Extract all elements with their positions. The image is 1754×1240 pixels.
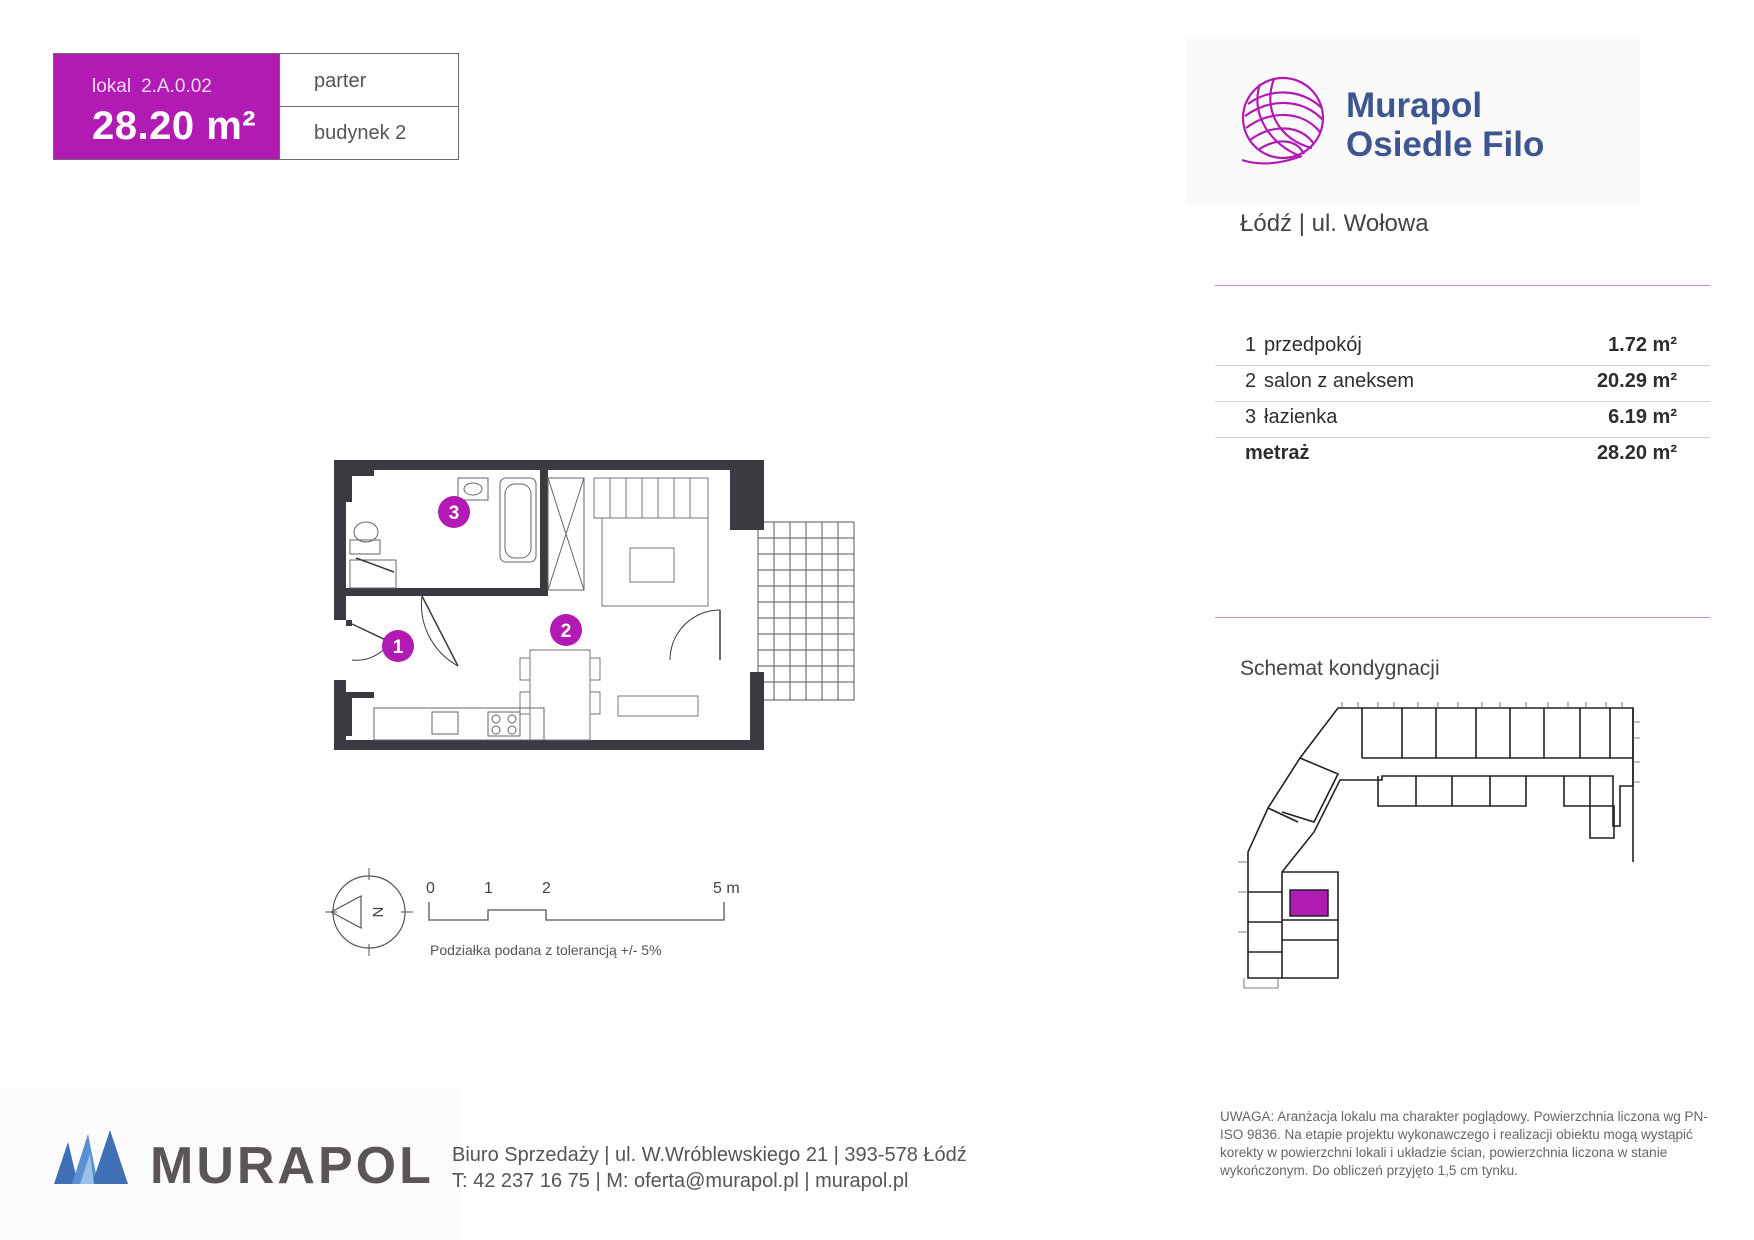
office-address: Biuro Sprzedaży | ul. W.Wróblewskiego 21 | 393-578 Łódź	[452, 1144, 967, 1166]
unit-code-label: lokal	[92, 76, 132, 97]
bathroom-fixtures	[350, 478, 536, 588]
schemat-title: Schemat kondygnacji	[1240, 657, 1440, 680]
brand-title	[1346, 86, 1544, 164]
outer-walls	[334, 460, 764, 750]
room-row	[1215, 399, 1710, 435]
room-badge-label: 3	[448, 503, 460, 524]
unit-area: 28.20 m²	[92, 104, 257, 148]
murapol-logo-icon	[54, 1130, 128, 1184]
disclaimer-note: UWAGA: Aranżacja lokalu ma charakter poglądowy. Powierzchnia liczona wg PN-ISO 9836. Na etapie projektu wykonawczego i realizacji obiektu mogą wystąpić korekty w powierzchni lokali i układzie ścian, powierzchnia liczona w stanie wykończonym. Do obliczeń przyjęto 1,5 cm tynku.	[1220, 1109, 1708, 1178]
divider	[1215, 285, 1710, 286]
scale-tick-label: 1	[484, 880, 493, 897]
room-number: 3	[1245, 406, 1257, 428]
room-badge-2	[550, 614, 582, 646]
scale-tick-label: 2	[542, 880, 551, 897]
room-badge-3	[438, 496, 470, 528]
divider	[1215, 617, 1710, 618]
wardrobe	[548, 478, 584, 590]
scale-tick-label: 0	[426, 880, 435, 897]
room-name: przedpokój	[1264, 334, 1362, 356]
building-label: budynek 2	[314, 122, 407, 144]
room-badge-label: 2	[560, 621, 572, 642]
total-label: metraż	[1245, 442, 1310, 464]
total-area: 28.20 m²	[1596, 442, 1677, 464]
location-text: Łódź | ul. Wołowa	[1240, 210, 1429, 237]
scale-bar	[428, 902, 728, 924]
brand-title-line2: Osiedle Filo	[1346, 125, 1545, 164]
unit-code	[92, 76, 212, 98]
compass-icon	[325, 868, 413, 956]
room-name: łazienka	[1264, 406, 1338, 428]
divider	[279, 106, 459, 107]
inner-walls	[346, 470, 548, 626]
floor-plan	[330, 460, 860, 760]
room-name: salon z aneksem	[1264, 370, 1415, 392]
room-badge-label: 1	[392, 637, 404, 658]
scale-tolerance-note: Podziałka podana z tolerancją +/- 5%	[430, 942, 662, 958]
room-area: 6.19 m²	[1608, 406, 1677, 428]
room-area: 1.72 m²	[1608, 334, 1677, 356]
balcony	[758, 522, 854, 700]
scale-tick-label: 5 m	[713, 880, 740, 897]
room-area: 20.29 m²	[1596, 370, 1677, 392]
unit-code-value: 2.A.0.02	[141, 76, 212, 97]
room-number: 2	[1245, 370, 1257, 392]
floor-label: parter	[314, 70, 367, 92]
room-number: 1	[1245, 334, 1257, 356]
company-wordmark: MURAPOL	[150, 1137, 434, 1195]
room-row	[1215, 327, 1710, 363]
contact-info: T: 42 237 16 75 | M: oferta@murapol.pl | murapol.pl	[452, 1170, 909, 1192]
floor-schematic	[1238, 702, 1648, 992]
highlighted-unit	[1290, 890, 1328, 916]
compass-north-label: N	[369, 906, 386, 918]
room-row	[1215, 363, 1710, 399]
yarn-ball-logo-icon	[1240, 74, 1326, 168]
brand-title-line1: Murapol	[1346, 86, 1483, 125]
total-row	[1215, 435, 1710, 471]
room-badge-1	[382, 630, 414, 662]
kitchen-counter	[374, 708, 544, 740]
